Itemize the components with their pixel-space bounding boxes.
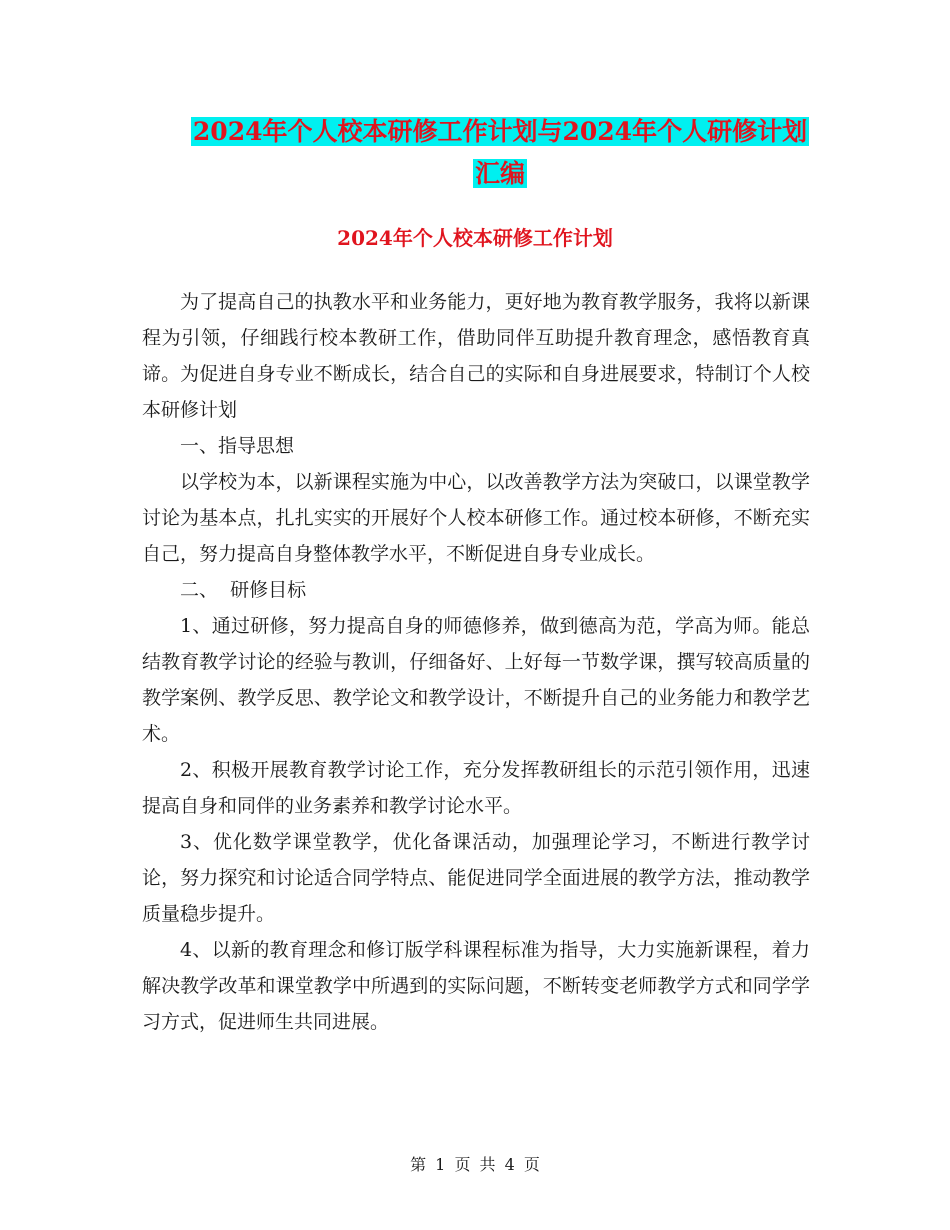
heading-study-goals: 二、 研修目标 xyxy=(180,579,307,601)
heading-guiding-thought: 一、指导思想 xyxy=(180,435,295,457)
section-title: 2024年个人校本研修工作计划 xyxy=(337,226,613,250)
document-title-line-1 xyxy=(140,110,860,154)
document-title-line-2-text: 汇编 xyxy=(474,159,525,188)
paragraph-goal-3: 3、优化数学课堂教学，优化备课活动，加强理论学习，不断进行教学讨论，努力探究和讨论适合同学特点、能促进同学全面进展的教学方法，推动教学质量稳步提升。 xyxy=(142,831,810,925)
paragraph-intro: 为了提高自己的执教水平和业务能力，更好地为教育教学服务，我将以新课程为引领，仔细践行校本教研工作，借助同伴互助提升教育理念，感悟教育真谛。为促进自身专业不断成长，结合自己的实际和自身进展要求，特制订个人校本研修计划 xyxy=(142,291,810,421)
paragraph-goal-2: 2、积极开展教育教学讨论工作，充分发挥教研组长的示范引领作用，迅速提高自身和同伴的业务素养和教学讨论水平。 xyxy=(142,759,810,817)
paragraph-guiding-thought: 以学校为本，以新课程实施为中心，以改善教学方法为突破口，以课堂教学讨论为基本点，扎扎实实的开展好个人校本研修工作。通过校本研修，不断充实自己，努力提高自身整体教学水平，不断促进自身专业成长。 xyxy=(142,471,810,565)
paragraph-goal-4: 4、以新的教育理念和修订版学科课程标准为指导，大力实施新课程，着力解决教学改革和课堂教学中所遇到的实际问题，不断转变老师教学方式和同学学习方式，促进师生共同进展。 xyxy=(142,939,810,1033)
document-title-line-1-text: 2024年个人校本研修工作计划与2024年个人研修计划 xyxy=(192,117,808,146)
document-body xyxy=(142,284,810,1040)
page-footer: 第 1 页 共 4 页 xyxy=(410,1155,540,1174)
paragraph-goal-1: 1、通过研修，努力提高自身的师德修养，做到德高为范，学高为师。能总结教育教学讨论的经验与教训，仔细备好、上好每一节数学课，撰写较高质量的教学案例、教学反思、教学论文和教学设计，不断提升自己的业务能力和教学艺术。 xyxy=(142,615,810,745)
document-title-line-2 xyxy=(140,152,860,196)
